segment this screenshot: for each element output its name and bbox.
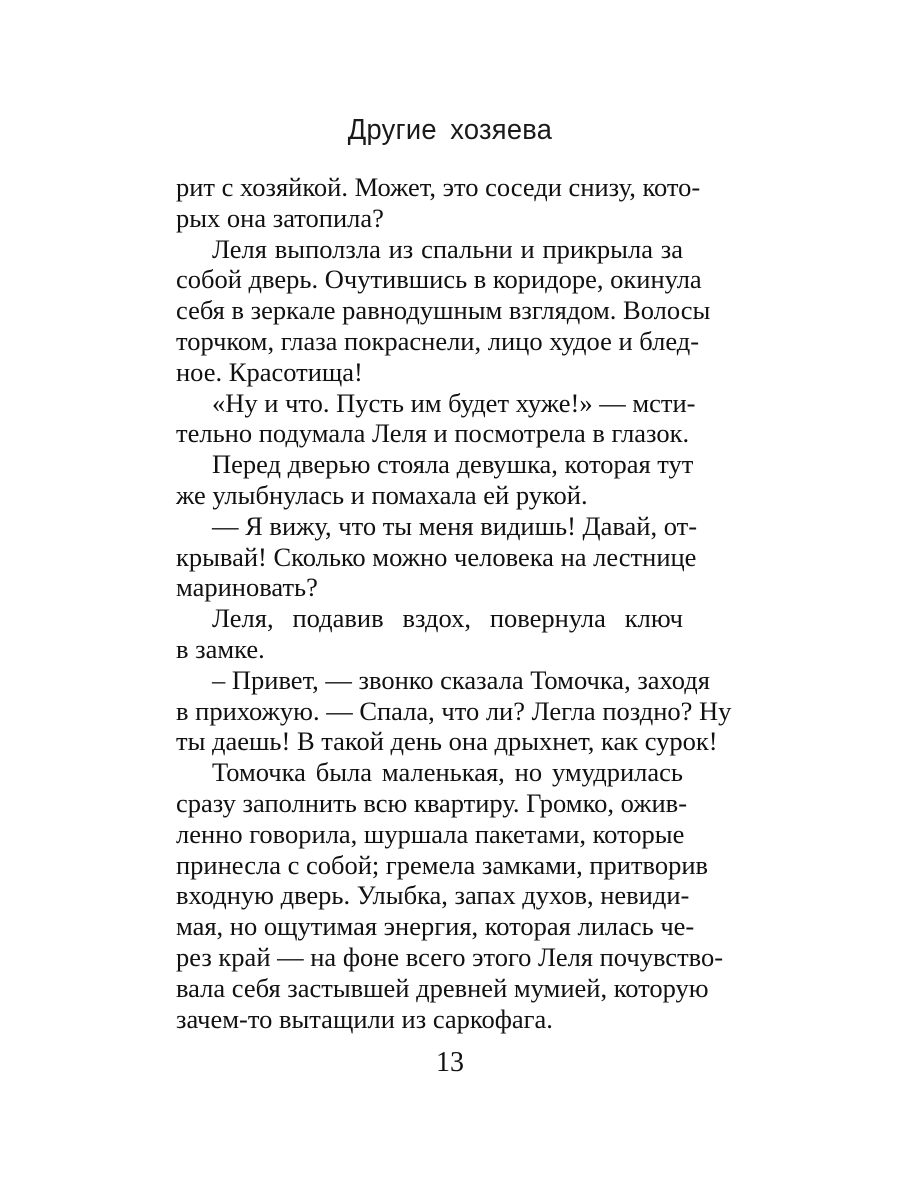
running-title: Другие хозяева	[347, 114, 553, 146]
text-line: сразу заполнить всю квартиру. Громко, ожив-	[176, 787, 688, 818]
text-line: торчком, глаза покраснели, лицо худое и блед-	[176, 325, 700, 356]
text-line: в прихожую. — Спала, что ли? Легла поздно? Ну	[176, 695, 732, 726]
text-line: ное. Красотища!	[176, 356, 363, 387]
text-line: рит с хозяйкой. Может, это соседи снизу, кото-	[176, 172, 701, 202]
paragraph	[176, 449, 694, 511]
text-line: Томочка была маленькая, но умудрилась	[212, 757, 683, 788]
text-line: же улыбнулась и помахала ей рукой.	[176, 479, 588, 510]
text-line: крывай! Сколько можно человека на лестнице	[176, 541, 697, 572]
text-line: — Я вижу, что ты меня видишь! Давай, от-	[212, 510, 698, 541]
text-line: входную дверь. Улыбка, запах духов, невиди-	[176, 880, 690, 911]
text-line: Перед дверью стояла девушка, которая тут	[212, 449, 694, 480]
text-line: ленно говорила, шуршала пакетами, которые	[176, 818, 685, 849]
paragraph	[176, 664, 732, 757]
text-line: Леля, подавив вздох, повернула ключ	[212, 603, 683, 634]
text-line: зачем-то вытащили из саркофага.	[176, 1003, 553, 1034]
paragraph	[176, 510, 698, 603]
text-line: ты даешь! В такой день она дрыхнет, как сурок!	[176, 726, 718, 757]
text-line: «Ну и что. Пусть им будет хуже!» — мсти-	[212, 387, 696, 418]
text-line: собой дверь. Очутившись в коридоре, окинула	[176, 264, 702, 295]
text-line: мариновать?	[176, 572, 318, 603]
text-line: тельно подумала Леля и посмотрела в глазок.	[176, 418, 690, 449]
paragraph	[176, 387, 696, 450]
text-line: рез край — на фоне всего этого Леля почувство-	[176, 941, 724, 972]
text-line: – Привет, — звонко сказала Томочка, заходя	[212, 664, 710, 695]
text-line: вала себя застывшей древней мумией, которую	[176, 972, 709, 1003]
text-line: рых она затопила?	[176, 202, 384, 233]
paragraph	[176, 233, 711, 388]
paragraph	[176, 603, 683, 665]
paragraph	[176, 172, 701, 234]
body-text	[176, 172, 732, 1034]
paragraph	[176, 757, 724, 1034]
text-line: в замке.	[176, 633, 265, 664]
text-line: Леля выползла из спальни и прикрыла за	[212, 233, 683, 264]
text-line: себя в зеркале равнодушным взглядом. Волосы	[176, 295, 711, 326]
text-line: мая, но ощутимая энергия, которая лилась че-	[176, 911, 695, 942]
text-line: принесла с собой; гремела замками, притворив	[176, 849, 709, 880]
page-number: 13	[436, 1047, 464, 1078]
